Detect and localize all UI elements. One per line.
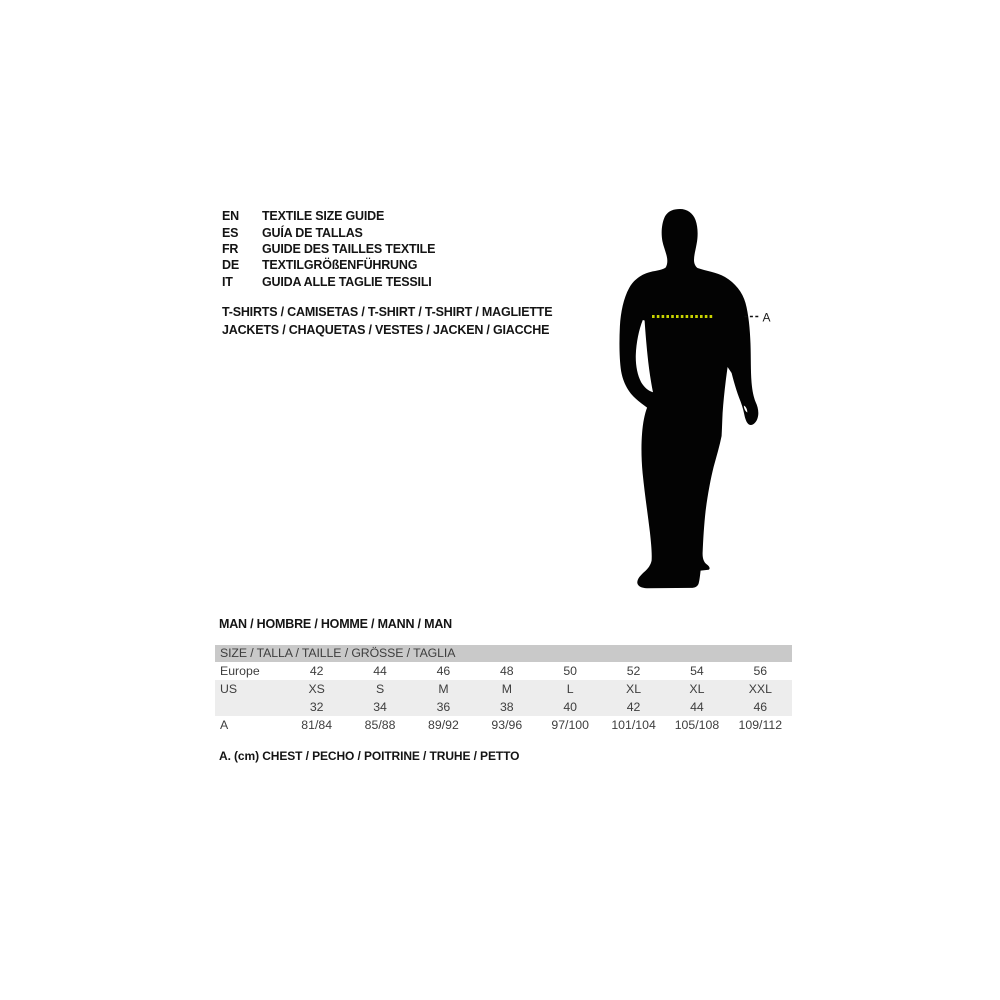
size-table-body	[215, 662, 792, 734]
category-line: JACKETS / CHAQUETAS / VESTES / JACKEN / GIACCHE	[222, 322, 550, 337]
size-cell: XS	[308, 682, 325, 696]
language-code: ES	[222, 225, 239, 240]
size-cell: 97/100	[551, 718, 589, 732]
language-row	[222, 274, 435, 290]
language-code: FR	[222, 241, 239, 256]
section-title: MAN / HOMBRE / HOMME / MANN / MAN	[219, 617, 452, 631]
size-table-header: SIZE / TALLA / TAILLE / GRÖSSE / TAGLIA	[215, 645, 792, 662]
size-cell: 56	[753, 664, 768, 678]
size-cell: 89/92	[428, 718, 459, 732]
language-list	[222, 208, 435, 290]
language-row	[222, 208, 435, 224]
language-code: IT	[222, 274, 233, 289]
man-silhouette	[613, 205, 773, 595]
size-table-row	[215, 662, 792, 680]
size-table-row	[215, 698, 792, 716]
row-label: Europe	[220, 664, 260, 678]
size-cell: 36	[436, 700, 451, 714]
size-cell: 42	[309, 664, 324, 678]
size-cell: 105/108	[674, 718, 720, 732]
size-cell: 54	[690, 664, 704, 678]
size-table-row	[215, 680, 792, 698]
size-cell: M	[438, 682, 449, 696]
language-label: GUIDE DES TAILLES TEXTILE	[262, 241, 436, 256]
size-cell: 50	[563, 664, 578, 678]
language-code: DE	[222, 258, 239, 273]
measurement-footnote: A. (cm) CHEST / PECHO / POITRINE / TRUHE / PETTO	[219, 749, 520, 763]
silhouette-body	[619, 209, 758, 588]
size-table	[215, 645, 792, 734]
row-label	[215, 698, 285, 716]
language-label: TEXTILE SIZE GUIDE	[262, 209, 385, 224]
size-cell: XXL	[748, 682, 772, 696]
language-label: GUÍA DE TALLAS	[262, 225, 363, 240]
language-row	[222, 241, 435, 257]
language-label: GUIDA ALLE TAGLIE TESSILI	[262, 274, 432, 289]
category-line: T-SHIRTS / CAMISETAS / T-SHIRT / T-SHIRT / MAGLIETTE	[222, 305, 553, 319]
size-cell: S	[375, 682, 385, 696]
size-cell: 85/88	[364, 718, 396, 732]
size-cell: XL	[626, 682, 642, 696]
size-cell: 48	[499, 664, 514, 678]
size-cell: 109/112	[738, 718, 783, 732]
size-cell: 42	[626, 700, 641, 714]
size-cell: 34	[373, 700, 387, 714]
language-row	[222, 224, 435, 240]
size-cell: 46	[753, 700, 768, 714]
size-cell: 44	[373, 664, 387, 678]
size-cell: 101/104	[611, 718, 656, 732]
measure-label-a: A	[762, 310, 771, 325]
size-cell: 81/84	[301, 718, 333, 732]
size-cell: 32	[309, 700, 324, 714]
size-cell: 40	[563, 700, 578, 714]
size-cell: 44	[690, 700, 704, 714]
size-cell: 52	[626, 664, 641, 678]
size-cell: M	[501, 682, 512, 696]
row-label: US	[220, 682, 238, 696]
language-code: EN	[222, 209, 239, 224]
size-table-row	[215, 716, 792, 734]
size-cell: L	[566, 682, 574, 696]
size-cell: XL	[689, 682, 705, 696]
size-cell: 38	[499, 700, 514, 714]
language-row	[222, 257, 435, 273]
row-label: A	[220, 718, 229, 732]
size-cell: 93/96	[491, 718, 523, 732]
language-label: TEXTILGRÖßENFÜHRUNG	[262, 258, 418, 273]
size-cell: 46	[436, 664, 451, 678]
category-lines	[222, 304, 552, 339]
